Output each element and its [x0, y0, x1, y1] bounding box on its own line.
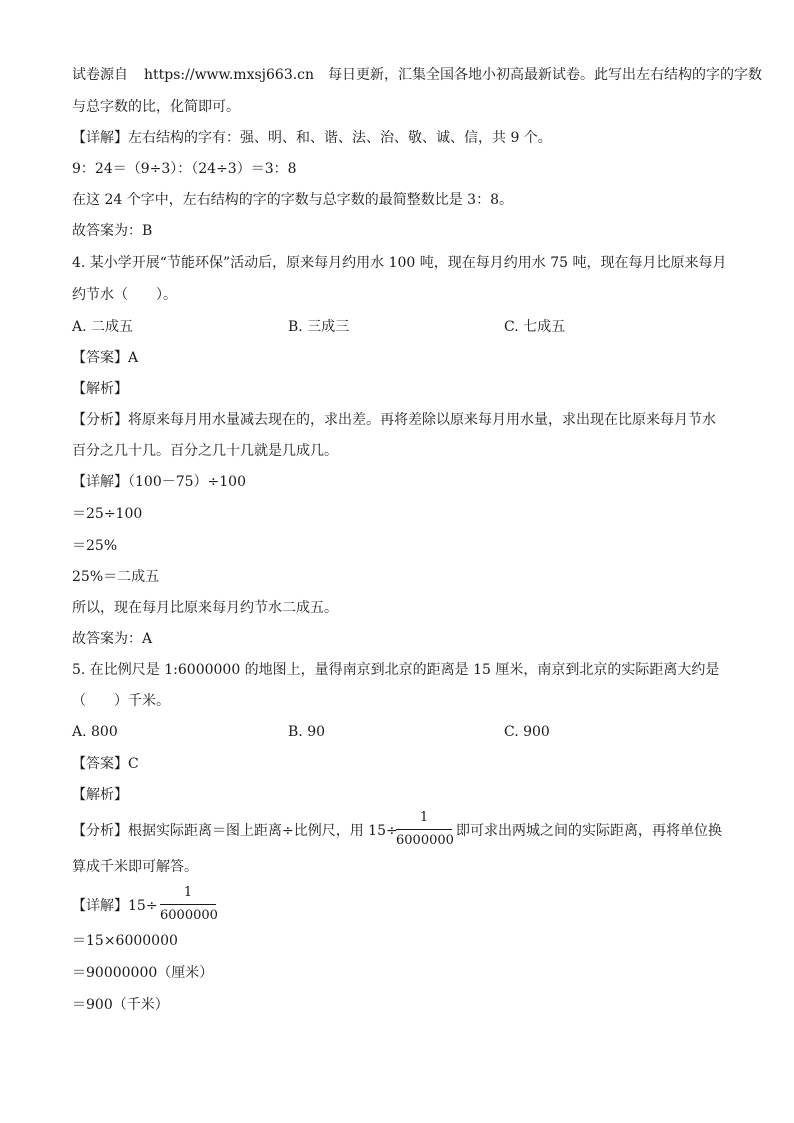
- fraction-bar: [160, 904, 216, 905]
- q5-fraction: [396, 810, 452, 850]
- q4-answer: 【答案】A: [72, 350, 139, 366]
- text-line: 在这 24 个字中，左右结构的字的字数与总字数的最简整数比是 3：8。: [72, 192, 513, 208]
- header-tail: 此写出左右结构的字的字数: [594, 67, 763, 83]
- q5-option-b: B. 90: [288, 724, 326, 740]
- header-line: [72, 66, 762, 84]
- q4-option-a: A. 二成五: [72, 319, 134, 335]
- fraction-denominator: 6000000: [396, 833, 454, 848]
- q5-step1: ＝15×6000000: [72, 933, 178, 949]
- q5-fenxi-post: 即可求出两城之间的实际距离，再将单位换: [456, 823, 722, 839]
- fraction-numerator: 1: [419, 810, 429, 825]
- q5-stem-line2: （ ）千米。: [72, 693, 170, 709]
- q5-analysis-heading: 【解析】: [72, 787, 128, 803]
- detail-line: 【详解】左右结构的字有：强、明、和、谐、法、治、敬、诚、信，共 9 个。: [72, 130, 552, 146]
- q4-step1: ＝25÷100: [72, 506, 143, 522]
- header-slogan: 每日更新，汇集全国各地小初高最新试卷。: [328, 67, 595, 83]
- q4-option-b: B. 三成三: [288, 319, 350, 335]
- source-label: 试卷源自: [72, 67, 128, 83]
- q4-stem-line2: 约节水（ ）。: [72, 287, 177, 303]
- answer-line: 故答案为：B: [72, 223, 153, 239]
- q5-step2: ＝90000000（厘米）: [72, 965, 214, 981]
- q4-final-answer: 故答案为：A: [72, 631, 153, 647]
- q4-step2: ＝25%: [72, 538, 118, 554]
- q4-step3: 25%＝二成五: [72, 569, 160, 585]
- q4-conclusion: 所以，现在每月比原来每月约节水二成五。: [72, 600, 338, 616]
- q5-option-c: C. 900: [504, 724, 550, 740]
- equation-line: 9：24＝（9÷3）：（24÷3）＝3：8: [72, 161, 297, 177]
- q4-fenxi-line1: 【分析】将原来每月用水量减去现在的，求出差。再将差除以原来每月用水量，求出现在比原来每月节水: [72, 412, 716, 428]
- text-line: 与总字数的比，化简即可。: [72, 99, 240, 115]
- q4-option-c: C. 七成五: [504, 319, 566, 335]
- q5-detail-fraction: [160, 885, 216, 925]
- fraction-numerator: 1: [183, 885, 193, 900]
- q4-fenxi-line2: 百分之几十几。百分之几十几就是几成几。: [72, 443, 338, 459]
- q5-answer: 【答案】C: [72, 756, 139, 772]
- source-url: https://www.mxsj663.cn: [144, 67, 315, 83]
- q4-detail: 【详解】（100－75）÷100: [72, 474, 246, 490]
- q5-step3: ＝900（千米）: [72, 997, 169, 1013]
- q5-detail-pre: 【详解】15÷: [72, 898, 158, 914]
- q5-fenxi-pre: 【分析】根据实际距离＝图上距离÷比例尺，用 15÷: [72, 823, 398, 839]
- q5-option-a: A. 800: [72, 724, 118, 740]
- fraction-bar: [396, 829, 452, 830]
- q5-stem-line1: 5. 在比例尺是 1:6000000 的地图上，量得南京到北京的距离是 15 厘米，南京到北京的实际距离大约是: [72, 662, 720, 678]
- q5-fenxi-line2: 算成千米即可解答。: [72, 859, 198, 875]
- q4-analysis-heading: 【解析】: [72, 381, 128, 397]
- fraction-denominator: 6000000: [160, 908, 218, 923]
- q4-stem-line1: 4. 某小学开展“节能环保”活动后，原来每月约用水 100 吨，现在每月约用水 75 吨，现在每月比原来每月: [72, 255, 727, 271]
